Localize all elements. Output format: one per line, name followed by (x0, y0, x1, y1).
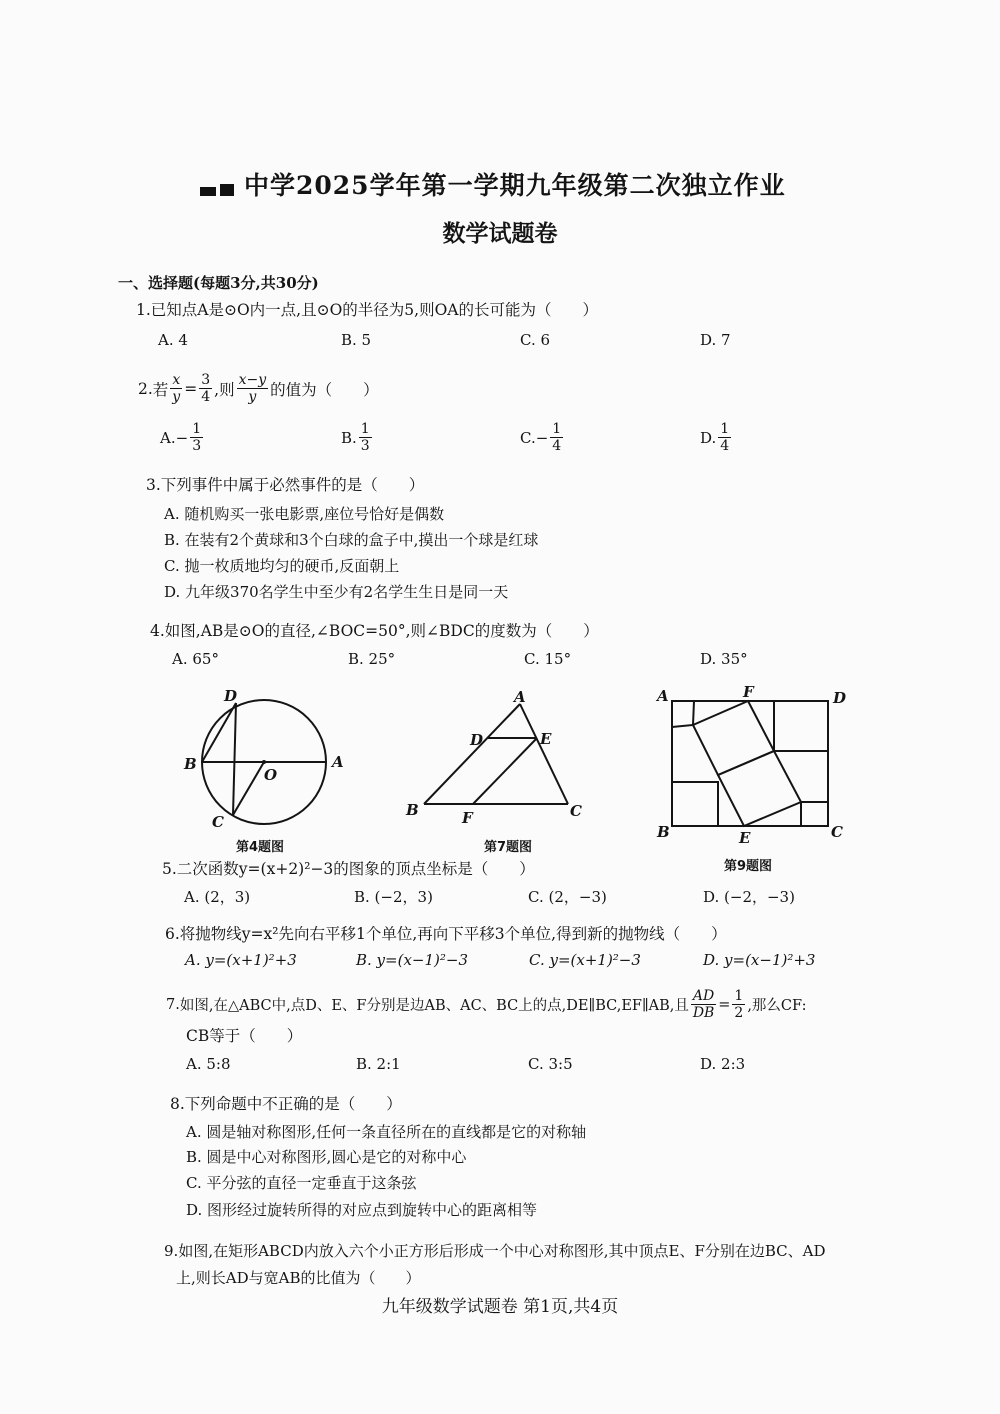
figure-4-circle (180, 685, 350, 835)
denominator: y (172, 389, 181, 405)
question-5 (162, 857, 535, 879)
option-label: D. (700, 428, 717, 447)
q4-option-a[interactable]: A. 65° (172, 650, 219, 668)
label-b: B (184, 755, 197, 773)
square-top-right (774, 701, 828, 751)
numerator: 1 (734, 988, 744, 1004)
label-c: C (212, 813, 224, 831)
exam-title (200, 166, 860, 202)
option-label: B. (341, 428, 357, 447)
q5-option-d[interactable]: D. (−2，−3) (703, 888, 795, 906)
option-fraction (718, 421, 731, 454)
question-number: 8. (170, 1095, 185, 1113)
option-sign: − (175, 428, 189, 447)
equals-sign: = (718, 996, 731, 1013)
q8-option-d[interactable]: D. 图形经过旋转所得的对应点到旋转中心的距离相等 (186, 1201, 538, 1219)
q7-option-a[interactable]: A. 5:8 (186, 1055, 231, 1073)
equals-sign: = (184, 379, 198, 398)
page-footer: 九年级数学试题卷 第1页,共4页 (381, 1297, 619, 1317)
q6-option-c[interactable]: C. y=(x+1)²−3 (529, 951, 641, 969)
denominator: DB (692, 1005, 715, 1021)
question-number: 2. (138, 379, 153, 398)
numerator: 1 (720, 421, 730, 437)
numerator: 1 (192, 421, 202, 437)
square-top-left (672, 701, 694, 727)
label-a: A (332, 753, 344, 771)
fraction-3-over-4 (199, 372, 212, 405)
label-d: D (224, 687, 238, 705)
q6-option-a[interactable]: A. y=(x+1)²+3 (185, 951, 297, 969)
q8-option-b[interactable]: B. 圆是中心对称图形,圆心是它的对称中心 (186, 1148, 467, 1166)
q2-option-a[interactable] (160, 421, 205, 454)
q4-option-c[interactable]: C. 15° (524, 650, 572, 668)
label-a: A (514, 690, 526, 706)
question-stem: 如图,AB是⊙O的直径,∠BOC=50°,则∠BDC的度数为（ ） (164, 622, 599, 640)
square-bottom-left (672, 782, 718, 826)
question-stem: 已知点A是⊙O内一点,且⊙O的半径为5,则OA的长可能为（ ） (150, 301, 598, 319)
square-lower-center (718, 751, 801, 826)
q5-option-b[interactable]: B. (−2，3) (354, 888, 433, 906)
q5-option-a[interactable]: A. (2，3) (184, 888, 251, 906)
option-sign: − (535, 428, 549, 447)
figure-9-caption: 第9题图 (724, 859, 773, 874)
question-4 (150, 619, 599, 641)
question-number: 7. (166, 996, 180, 1013)
label-c: C (570, 802, 582, 820)
q3-option-a[interactable]: A. 随机购买一张电影票,座位号恰好是偶数 (164, 505, 445, 523)
denominator: 4 (201, 389, 211, 405)
question-stem-prefix: 若 (152, 380, 169, 399)
school-logo-redacted (200, 173, 238, 202)
square-upper-center (693, 701, 774, 775)
radius-oc (233, 762, 264, 815)
q4-option-d[interactable]: D. 35° (700, 650, 748, 668)
numerator: 3 (201, 372, 211, 388)
numerator: AD (692, 988, 715, 1004)
denominator: 3 (192, 438, 202, 454)
question-stem: 将抛物线y=x²先向右平移1个单位,再向下平移3个单位,得到新的抛物线（ ） (179, 925, 727, 943)
label-b: B (406, 801, 419, 819)
question-stem: 如图,在矩形ABCD内放入六个小正方形后形成一个中心对称图形,其中顶点E、F分别在边BC、AD (178, 1242, 826, 1260)
q8-option-c[interactable]: C. 平分弦的直径一定垂直于这条弦 (186, 1174, 417, 1192)
q7-option-d[interactable]: D. 2:3 (700, 1055, 746, 1073)
question-number: 9. (164, 1242, 179, 1260)
question-stem-suffix: ,那么CF: (747, 998, 807, 1014)
denominator: 3 (360, 438, 370, 454)
question-number: 5. (162, 860, 177, 878)
q2-option-d[interactable] (700, 421, 733, 454)
exam-title-text: 中学2025学年第一学期九年级第二次独立作业 (244, 171, 786, 200)
q6-option-b[interactable]: B. y=(x−1)²−3 (356, 951, 469, 969)
chord-bd (202, 703, 236, 762)
label-c: C (831, 823, 843, 841)
fraction-x-over-y (170, 372, 182, 405)
q2-option-b[interactable] (341, 421, 374, 454)
q7-option-b[interactable]: B. 2:1 (356, 1055, 401, 1073)
question-3 (146, 473, 424, 495)
label-o: O (264, 766, 278, 784)
question-number: 6. (165, 925, 180, 943)
numerator: 1 (360, 421, 370, 437)
option-fraction (359, 421, 372, 454)
exam-subtitle: 数学试题卷 (442, 220, 558, 247)
side-ab (424, 704, 520, 804)
chord-dc (233, 703, 236, 815)
question-2 (138, 372, 379, 405)
q3-option-d[interactable]: D. 九年级370名学生中至少有2名学生生日是同一天 (164, 583, 509, 601)
numerator: x−y (238, 372, 267, 388)
label-b: B (657, 823, 670, 841)
option-fraction (190, 421, 203, 454)
numerator: 1 (552, 421, 562, 437)
label-f: F (743, 685, 754, 701)
question-number: 4. (150, 622, 165, 640)
denominator: y (248, 389, 257, 405)
label-f: F (462, 809, 473, 827)
question-stem-suffix: 的值为（ ） (270, 380, 379, 399)
label-a: A (657, 687, 669, 705)
center-point-o (262, 760, 266, 764)
q1-option-d[interactable]: D. 7 (700, 331, 731, 349)
figure-4-caption: 第4题图 (236, 840, 285, 855)
question-number: 1. (136, 301, 151, 319)
fraction-ad-over-db (691, 988, 716, 1021)
q8-option-a[interactable]: A. 圆是轴对称图形,任何一条直径所在的直线都是它的对称轴 (186, 1123, 587, 1141)
question-7-line-2: CB等于（ ） (186, 1027, 303, 1045)
label-e: E (540, 730, 552, 748)
question-stem-prefix: 如图,在△ABC中,点D、E、F分别是边AB、AC、BC上的点,DE∥BC,EF∥AB,且 (179, 998, 689, 1014)
question-stem: 下列事件中属于必然事件的是（ ） (160, 476, 425, 494)
figure-7-triangle (400, 690, 600, 830)
fraction-1-over-2 (732, 988, 745, 1021)
q1-option-c[interactable]: C. 6 (520, 331, 551, 349)
q2-option-c[interactable] (520, 421, 565, 454)
option-fraction (550, 421, 563, 454)
figure-9-rectangle (655, 685, 855, 845)
question-number: 3. (146, 476, 161, 494)
q5-option-c[interactable]: C. (2，−3) (528, 888, 607, 906)
q3-option-c[interactable]: C. 抛一枚质地均匀的硬币,反面朝上 (164, 557, 400, 575)
fraction-x-minus-y-over-y (237, 372, 269, 405)
question-stem: 二次函数y=(x+2)²−3的图象的顶点坐标是（ ） (176, 860, 535, 878)
section-heading: 一、选择题(每题3分,共30分) (118, 274, 319, 292)
q7-option-c[interactable]: C. 3:5 (528, 1055, 573, 1073)
denominator: 4 (720, 438, 730, 454)
option-label: A. (160, 428, 176, 447)
q1-option-a[interactable]: A. 4 (158, 331, 188, 349)
label-e: E (739, 829, 751, 845)
label-d: D (470, 731, 484, 749)
question-9-line-2: 上,则长AD与宽AB的比值为（ ） (176, 1269, 421, 1287)
option-label: C. (520, 428, 536, 447)
denominator: 2 (734, 1005, 744, 1021)
question-7 (166, 988, 806, 1021)
label-d: D (833, 689, 847, 707)
question-8 (170, 1092, 402, 1114)
question-6 (165, 922, 727, 944)
q4-option-b[interactable]: B. 25° (348, 650, 396, 668)
rectangle-abcd (672, 701, 828, 826)
figure-7-caption: 第7题图 (484, 840, 533, 855)
question-1 (136, 298, 598, 320)
q1-option-b[interactable]: B. 5 (341, 331, 372, 349)
question-9 (164, 1240, 825, 1261)
q3-option-b[interactable]: B. 在装有2个黄球和3个白球的盒子中,摸出一个球是红球 (164, 531, 539, 549)
denominator: 4 (552, 438, 562, 454)
q6-option-d[interactable]: D. y=(x−1)²+3 (703, 951, 816, 969)
question-stem: 下列命题中不正确的是（ ） (184, 1095, 402, 1113)
side-ac (520, 704, 568, 804)
numerator: x (172, 372, 181, 388)
question-stem-middle: ,则 (214, 380, 235, 399)
